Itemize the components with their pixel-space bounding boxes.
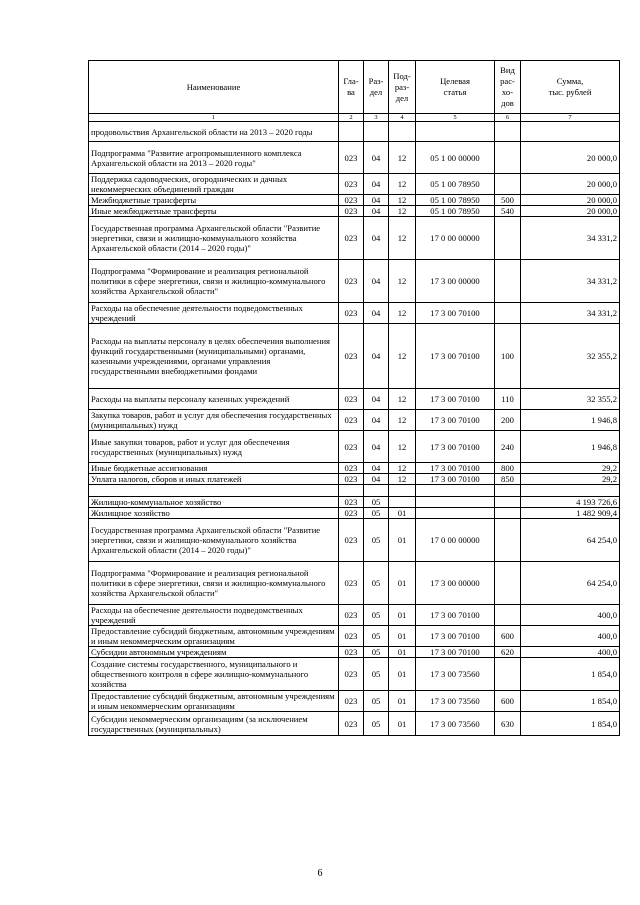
row-glava: 023 xyxy=(339,410,364,431)
row-vid: 620 xyxy=(495,647,521,658)
row-razdel: 04 xyxy=(364,206,389,217)
header-razdel: Раз- дел xyxy=(364,61,389,114)
table-row xyxy=(89,142,620,174)
row-sum: 29,2 xyxy=(521,474,620,485)
row-name: Подпрограмма "Формирование и реализация региональной политики в сфере энергетики, связи и жилищно-коммунального хозяйства Архангельской области" xyxy=(89,562,339,605)
row-target: 17 0 00 00000 xyxy=(416,217,495,260)
row-podrazdel: 01 xyxy=(389,508,416,519)
row-podrazdel: 01 xyxy=(389,562,416,605)
row-sum: 1 854,0 xyxy=(521,658,620,691)
row-glava: 023 xyxy=(339,389,364,410)
row-name: продовольствия Архангельской области на 2013 – 2020 годы xyxy=(89,122,339,142)
row-target xyxy=(416,497,495,508)
table-body xyxy=(89,122,620,736)
row-vid: 600 xyxy=(495,691,521,712)
table-row xyxy=(89,303,620,324)
row-sum xyxy=(521,485,620,497)
row-target: 17 0 00 00000 xyxy=(416,519,495,562)
row-vid xyxy=(495,303,521,324)
row-vid: 200 xyxy=(495,410,521,431)
row-sum: 29,2 xyxy=(521,463,620,474)
row-sum: 20 000,0 xyxy=(521,142,620,174)
row-target: 17 3 00 73560 xyxy=(416,691,495,712)
column-number-row xyxy=(89,114,620,122)
row-vid xyxy=(495,519,521,562)
row-vid xyxy=(495,562,521,605)
row-razdel: 04 xyxy=(364,260,389,303)
row-sum xyxy=(521,122,620,142)
row-vid: 240 xyxy=(495,431,521,463)
table-row xyxy=(89,658,620,691)
row-podrazdel: 12 xyxy=(389,410,416,431)
column-number: 3 xyxy=(364,114,389,122)
table-row xyxy=(89,410,620,431)
row-glava: 023 xyxy=(339,303,364,324)
table-row xyxy=(89,217,620,260)
row-razdel xyxy=(364,122,389,142)
table-row xyxy=(89,626,620,647)
row-razdel: 05 xyxy=(364,562,389,605)
row-glava: 023 xyxy=(339,463,364,474)
row-podrazdel: 01 xyxy=(389,712,416,736)
row-sum: 64 254,0 xyxy=(521,519,620,562)
row-glava xyxy=(339,485,364,497)
row-glava xyxy=(339,122,364,142)
row-target: 17 3 00 70100 xyxy=(416,303,495,324)
row-vid: 850 xyxy=(495,474,521,485)
row-sum: 34 331,2 xyxy=(521,260,620,303)
table-row xyxy=(89,260,620,303)
table-row xyxy=(89,712,620,736)
column-number: 4 xyxy=(389,114,416,122)
row-target: 05 1 00 00000 xyxy=(416,142,495,174)
row-target: 17 3 00 70100 xyxy=(416,389,495,410)
row-target: 17 3 00 00000 xyxy=(416,260,495,303)
row-vid: 500 xyxy=(495,195,521,206)
row-glava: 023 xyxy=(339,712,364,736)
row-target xyxy=(416,122,495,142)
row-podrazdel: 01 xyxy=(389,626,416,647)
row-glava: 023 xyxy=(339,605,364,626)
row-target: 05 1 00 78950 xyxy=(416,206,495,217)
row-podrazdel: 12 xyxy=(389,463,416,474)
row-podrazdel xyxy=(389,497,416,508)
row-razdel: 05 xyxy=(364,647,389,658)
table-row xyxy=(89,605,620,626)
row-vid xyxy=(495,142,521,174)
table-row xyxy=(89,122,620,142)
row-name: Поддержка садоводческих, огороднических и дачных некоммерческих объединений граждан xyxy=(89,174,339,195)
row-vid xyxy=(495,605,521,626)
row-razdel: 05 xyxy=(364,519,389,562)
row-name: Создание системы государственного, муниципального и общественного контроля в сфере жилищно-коммунального хозяйства xyxy=(89,658,339,691)
row-name: Межбюджетные трансферты xyxy=(89,195,339,206)
row-razdel: 05 xyxy=(364,712,389,736)
row-name: Расходы на обеспечение деятельности подведомственных учреждений xyxy=(89,605,339,626)
row-target xyxy=(416,508,495,519)
row-glava: 023 xyxy=(339,195,364,206)
row-razdel: 04 xyxy=(364,431,389,463)
row-razdel: 04 xyxy=(364,463,389,474)
row-podrazdel: 12 xyxy=(389,431,416,463)
row-glava: 023 xyxy=(339,206,364,217)
row-podrazdel xyxy=(389,485,416,497)
page-number: 6 xyxy=(317,868,323,879)
column-number: 5 xyxy=(416,114,495,122)
row-sum: 34 331,2 xyxy=(521,303,620,324)
row-name: Закупка товаров, работ и услуг для обеспечения государственных (муниципальных) нужд xyxy=(89,410,339,431)
table-row xyxy=(89,389,620,410)
header-podrazdel: Под- раз- дел xyxy=(389,61,416,114)
row-razdel: 04 xyxy=(364,142,389,174)
row-podrazdel: 01 xyxy=(389,647,416,658)
row-glava: 023 xyxy=(339,519,364,562)
row-glava: 023 xyxy=(339,474,364,485)
row-glava: 023 xyxy=(339,658,364,691)
row-vid: 630 xyxy=(495,712,521,736)
row-podrazdel: 01 xyxy=(389,519,416,562)
row-sum: 20 000,0 xyxy=(521,174,620,195)
row-glava: 023 xyxy=(339,431,364,463)
table-row xyxy=(89,324,620,389)
row-razdel: 04 xyxy=(364,195,389,206)
row-podrazdel: 12 xyxy=(389,195,416,206)
row-vid xyxy=(495,260,521,303)
row-name: Государственная программа Архангельской области "Развитие энергетики, связи и жилищно-коммунального хозяйства Архангельской области (2014 – 2020 годы)" xyxy=(89,519,339,562)
row-target: 17 3 00 70100 xyxy=(416,410,495,431)
table-header-row xyxy=(89,61,620,114)
row-target: 17 3 00 70100 xyxy=(416,463,495,474)
row-razdel: 04 xyxy=(364,410,389,431)
row-razdel: 04 xyxy=(364,174,389,195)
row-target: 05 1 00 78950 xyxy=(416,174,495,195)
table-row xyxy=(89,519,620,562)
row-podrazdel xyxy=(389,122,416,142)
row-sum: 1 854,0 xyxy=(521,712,620,736)
row-target: 17 3 00 70100 xyxy=(416,324,495,389)
row-name: Жилищно-коммунальное хозяйство xyxy=(89,497,339,508)
row-sum: 400,0 xyxy=(521,605,620,626)
row-vid: 100 xyxy=(495,324,521,389)
row-glava: 023 xyxy=(339,626,364,647)
row-vid xyxy=(495,658,521,691)
row-glava: 023 xyxy=(339,562,364,605)
row-sum: 32 355,2 xyxy=(521,324,620,389)
row-name: Уплата налогов, сборов и иных платежей xyxy=(89,474,339,485)
row-target: 05 1 00 78950 xyxy=(416,195,495,206)
row-glava: 023 xyxy=(339,260,364,303)
row-glava: 023 xyxy=(339,647,364,658)
row-name: Жилищное хозяйство xyxy=(89,508,339,519)
table-row xyxy=(89,195,620,206)
row-name xyxy=(89,485,339,497)
column-number: 7 xyxy=(521,114,620,122)
row-vid xyxy=(495,122,521,142)
row-sum: 400,0 xyxy=(521,647,620,658)
table-row xyxy=(89,174,620,195)
row-name: Государственная программа Архангельской области "Развитие энергетики, связи и жилищно-коммунального хозяйства Архангельской области (2014 – 2020 годы)" xyxy=(89,217,339,260)
row-podrazdel: 12 xyxy=(389,260,416,303)
row-target xyxy=(416,485,495,497)
row-vid xyxy=(495,485,521,497)
row-vid: 540 xyxy=(495,206,521,217)
row-podrazdel: 12 xyxy=(389,389,416,410)
row-glava: 023 xyxy=(339,142,364,174)
row-sum: 64 254,0 xyxy=(521,562,620,605)
row-razdel: 04 xyxy=(364,324,389,389)
row-vid: 110 xyxy=(495,389,521,410)
row-glava: 023 xyxy=(339,174,364,195)
table-row xyxy=(89,431,620,463)
row-razdel: 04 xyxy=(364,389,389,410)
row-name: Иные закупки товаров, работ и услуг для обеспечения государственных (муниципальных) нужд xyxy=(89,431,339,463)
row-podrazdel: 12 xyxy=(389,142,416,174)
row-name: Расходы на выплаты персоналу в целях обеспечения выполнения функций государственными (муниципальными) органами, казенными учреждениями, органами управления государственными внебюджетными фондами xyxy=(89,324,339,389)
table-row xyxy=(89,497,620,508)
table-row xyxy=(89,691,620,712)
table-row xyxy=(89,508,620,519)
row-sum: 1 946,8 xyxy=(521,431,620,463)
row-name: Подпрограмма "Формирование и реализация региональной политики в сфере энергетики, связи и жилищно-коммунального хозяйства Архангельской области" xyxy=(89,260,339,303)
row-glava: 023 xyxy=(339,324,364,389)
row-target: 17 3 00 70100 xyxy=(416,474,495,485)
row-sum: 1 482 909,4 xyxy=(521,508,620,519)
row-glava: 023 xyxy=(339,217,364,260)
row-name: Иные межбюджетные трансферты xyxy=(89,206,339,217)
row-razdel: 05 xyxy=(364,508,389,519)
row-target: 17 3 00 00000 xyxy=(416,562,495,605)
row-sum: 32 355,2 xyxy=(521,389,620,410)
table-row xyxy=(89,463,620,474)
row-podrazdel: 12 xyxy=(389,217,416,260)
column-number: 6 xyxy=(495,114,521,122)
row-razdel: 05 xyxy=(364,605,389,626)
row-name: Субсидии некоммерческим организациям (за исключением государственных (муниципальных) xyxy=(89,712,339,736)
header-vid: Вид рас- хо- дов xyxy=(495,61,521,114)
table-row xyxy=(89,485,620,497)
row-sum: 400,0 xyxy=(521,626,620,647)
row-target: 17 3 00 70100 xyxy=(416,431,495,463)
row-vid: 600 xyxy=(495,626,521,647)
row-glava: 023 xyxy=(339,691,364,712)
row-name: Предоставление субсидий бюджетным, автономным учреждениям и иным некоммерческим организациям xyxy=(89,626,339,647)
row-sum: 1 946,8 xyxy=(521,410,620,431)
row-name: Иные бюджетные ассигнования xyxy=(89,463,339,474)
column-number: 1 xyxy=(89,114,339,122)
row-razdel: 04 xyxy=(364,474,389,485)
row-razdel: 05 xyxy=(364,658,389,691)
row-razdel: 05 xyxy=(364,691,389,712)
header-sum: Сумма, тыс. рублей xyxy=(521,61,620,114)
row-podrazdel: 01 xyxy=(389,605,416,626)
table-row xyxy=(89,474,620,485)
row-vid xyxy=(495,174,521,195)
header-name: Наименование xyxy=(89,61,339,114)
row-name: Субсидии автономным учреждениям xyxy=(89,647,339,658)
row-vid xyxy=(495,508,521,519)
row-podrazdel: 12 xyxy=(389,174,416,195)
row-razdel: 04 xyxy=(364,303,389,324)
row-name: Предоставление субсидий бюджетным, автономным учреждениям и иным некоммерческим организациям xyxy=(89,691,339,712)
row-podrazdel: 12 xyxy=(389,206,416,217)
row-name: Расходы на обеспечение деятельности подведомственных учреждений xyxy=(89,303,339,324)
header-target: Целевая статья xyxy=(416,61,495,114)
row-glava: 023 xyxy=(339,508,364,519)
table-row xyxy=(89,562,620,605)
row-name: Подпрограмма "Развитие агропромышленного комплекса Архангельской области на 2013 – 2020 годы" xyxy=(89,142,339,174)
row-target: 17 3 00 70100 xyxy=(416,605,495,626)
row-podrazdel: 12 xyxy=(389,324,416,389)
row-podrazdel: 01 xyxy=(389,658,416,691)
row-podrazdel: 12 xyxy=(389,303,416,324)
table-row xyxy=(89,647,620,658)
row-target: 17 3 00 73560 xyxy=(416,712,495,736)
row-podrazdel: 12 xyxy=(389,474,416,485)
row-sum: 1 854,0 xyxy=(521,691,620,712)
row-vid xyxy=(495,217,521,260)
row-target: 17 3 00 70100 xyxy=(416,647,495,658)
row-podrazdel: 01 xyxy=(389,691,416,712)
row-razdel: 04 xyxy=(364,217,389,260)
column-number: 2 xyxy=(339,114,364,122)
row-vid xyxy=(495,497,521,508)
row-target: 17 3 00 70100 xyxy=(416,626,495,647)
row-sum: 20 000,0 xyxy=(521,206,620,217)
row-glava: 023 xyxy=(339,497,364,508)
row-razdel xyxy=(364,485,389,497)
budget-table xyxy=(88,60,620,736)
row-target: 17 3 00 73560 xyxy=(416,658,495,691)
row-name: Расходы на выплаты персоналу казенных учреждений xyxy=(89,389,339,410)
header-glava: Гла- ва xyxy=(339,61,364,114)
row-sum: 34 331,2 xyxy=(521,217,620,260)
table-row xyxy=(89,206,620,217)
row-sum: 4 193 726,6 xyxy=(521,497,620,508)
row-razdel: 05 xyxy=(364,626,389,647)
row-sum: 20 000,0 xyxy=(521,195,620,206)
row-vid: 800 xyxy=(495,463,521,474)
row-razdel: 05 xyxy=(364,497,389,508)
